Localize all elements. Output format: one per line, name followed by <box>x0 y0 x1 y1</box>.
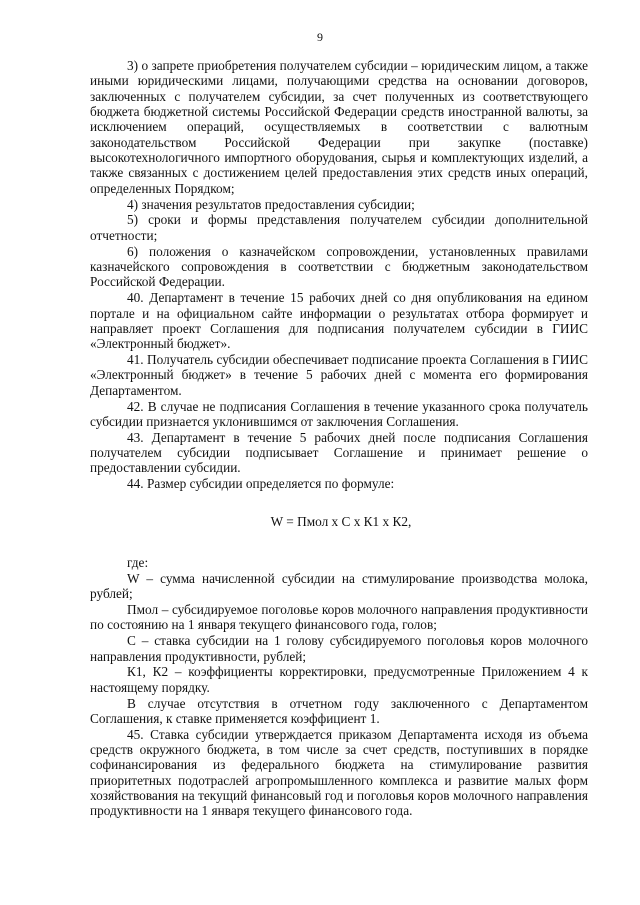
paragraph-43: 43. Департамент в течение 5 рабочих дней после подписания Соглашения получателем субсидии подписывает Соглашение и принимает решение о предоставлении субсидии. <box>90 429 588 476</box>
paragraph-item-4: 4) значения результатов предоставления субсидии; <box>127 196 415 212</box>
definition-pmol: Пмол – субсидируемое поголовье коров молочного направления продуктивности по состоянию на 1 января текущего финансового года, голов; <box>90 602 588 633</box>
formula-where-label: где: <box>127 554 149 570</box>
coefficient-note: В случае отсутствия в отчетном году заключенного с Департаментом Соглашения, к ставке применяется коэффициент 1. <box>90 695 588 726</box>
paragraph-40: 40. Департамент в течение 15 рабочих дней со дня опубликования на едином портале и на официальном сайте информации о результатах отбора формирует и направляет проект Соглашения для подписания получателем субсидии в ГИИС «Электронный бюджет». <box>90 290 588 352</box>
page-number: 9 <box>317 30 323 44</box>
paragraph-45: 45. Ставка субсидии утверждается приказом Департамента исходя из объема средств окружного бюджета, в том числе за счет средств, поступивших в порядке софинансирования из федерального бюджета на стимулирование развития приоритетных подотраслей агропромышленного комплекса и развитие малых форм хозяйствования на текущий финансовый год и поголовья коров молочного направления продуктивности на 1 января текущего финансового года. <box>90 726 588 819</box>
paragraph-41: 41. Получатель субсидии обеспечивает подписание проекта Соглашения в ГИИС «Электронный бюджет» в течение 5 рабочих дней с момента его формирования Департаментом. <box>90 352 588 398</box>
definition-c: С – ставка субсидии на 1 голову субсидируемого поголовья коров молочного направления продуктивности, рублей; <box>90 633 588 664</box>
document-body <box>90 58 588 819</box>
paragraph-item-6: 6) положения о казначейском сопровождении, установленных правилами казначейского сопровождения в соответствии с бюджетным законодательством Российской Федерации. <box>90 243 588 290</box>
paragraph-42: 42. В случае не подписания Соглашения в течение указанного срока получатель субсидии признается уклонившимся от заключения Соглашения. <box>90 398 588 429</box>
definition-k1-k2: К1, К2 – коэффициенты корректировки, предусмотренные Приложением 4 к настоящему порядку. <box>90 664 588 695</box>
paragraph-item-3: 3) о запрете приобретения получателем субсидии – юридическим лицом, а также иными юридическими лицами, получающими средства на основании договоров, заключенных с получателем субсидии, за счет полученных из соответствующего бюджета бюджетной системы Российской Федерации средств иностранной валюты, за исключением операций, осуществляемых в соответствии с валютным законодательством Российской Федерации при закупке (поставке) высокотехнологичного импортного оборудования, сырья и комплектующих изделий, а также связанных с достижением целей предоставления этих средств иных операций, определенных Порядком; <box>90 58 588 196</box>
paragraph-item-5: 5) сроки и формы представления получателем субсидии дополнительной отчетности; <box>90 212 588 243</box>
definition-w: W – сумма начисленной субсидии на стимулирование производства молока, рублей; <box>90 570 588 602</box>
paragraph-44: 44. Размер субсидии определяется по формуле: <box>127 476 395 492</box>
subsidy-formula: W = Пмол x С x К1 x К2, <box>270 513 412 529</box>
